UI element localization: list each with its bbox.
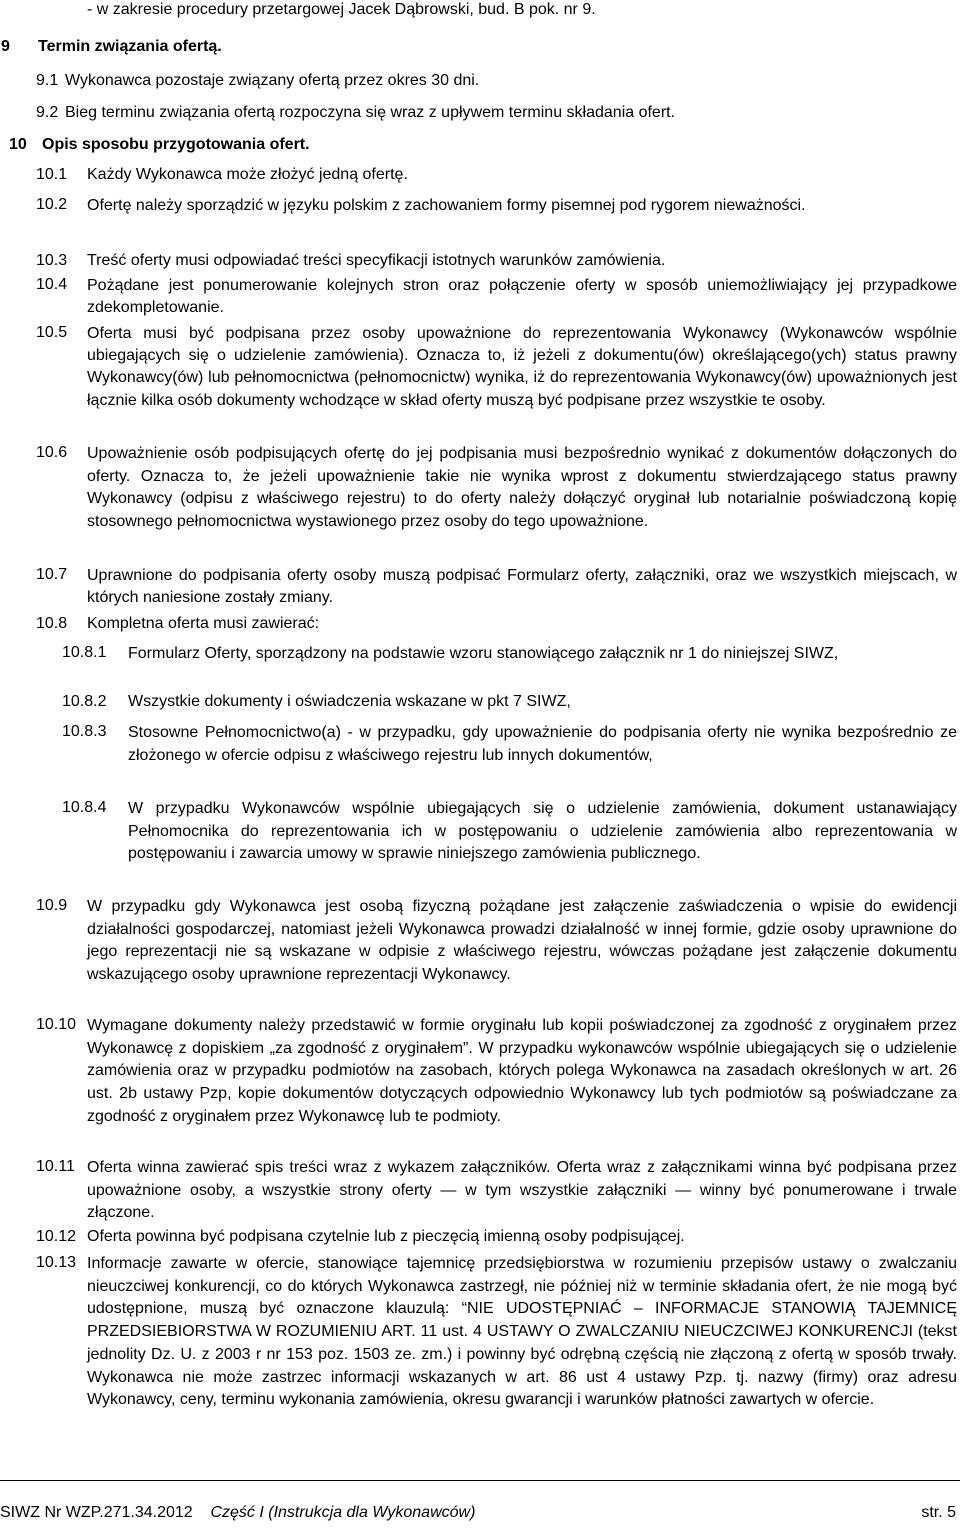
section-10-1-number: 10.1: [36, 166, 68, 183]
section-9-heading: Termin związania ofertą.: [38, 38, 222, 55]
procedure-contact-line: - w zakresie procedury przetargowej Jacek Dąbrowski, bud. B pok. nr 9.: [87, 1, 596, 18]
section-10-5-number: 10.5: [36, 324, 68, 341]
section-10-10-number: 10.10: [36, 1016, 77, 1033]
section-10-12-text: Oferta powinna być podpisana czytelnie lub z pieczęcią imienną osoby podpisującej.: [87, 1228, 685, 1245]
section-9-number: 9: [1, 38, 10, 55]
section-10-8-3-number: 10.8.3: [62, 723, 107, 740]
section-10-2-text: Ofertę należy sporządzić w języku polskim z zachowaniem formy pisemnej pod rygorem nieważności.: [87, 197, 806, 214]
section-10-13-text: Informacje zawarte w ofercie, stanowiące tajemnicę przedsiębiorstwa w rozumieniu przepisów ustawy o zwalczaniu nieuczciwej konkurencji, co do których Wykonawca zastrzegł, nie później niż w terminie składania ofert, że nie mogą być udostępnione, muszą być oznaczone klauzulą: “NIE UDOSTĘPNIAĆ – INFORMACJE STANOWIĄ TAJEMNICĘ PRZEDSIEBIORSTWA W ROZUMIENIU ART. 11 ust. 4 USTAWY O ZWALCZANIU NIEUCZCIWEJ KONKURENCJI (tekst jednolity Dz. U. z 2003 r nr 153 poz. 1503 ze. zm.) i powinny być odrębną częścią nie złączoną z ofertą w sposób trwały. Wykonawca nie może zastrzec informacji wskazanych w art. 86 ust 4 ustawy Pzp. tj. nazwy (firmy) oraz adresu Wykonawcy, ceny, terminu wykonania zamówienia, okresu gwarancji i warunków płatności zawartych w ofercie.: [87, 1255, 957, 1409]
section-10-heading: Opis sposobu przygotowania ofert.: [42, 136, 310, 153]
section-10-9-number: 10.9: [36, 897, 68, 914]
section-10-4-text: Pożądane jest ponumerowanie kolejnych stron oraz połączenie oferty w sposób uniemożliwiający jej przypadkowe zdekompletowanie.: [87, 277, 957, 316]
section-10-1-text: Każdy Wykonawca może złożyć jedną ofertę.: [87, 166, 408, 183]
section-10-7-text: Uprawnione do podpisania oferty osoby muszą podpisać Formularz oferty, załączniki, oraz we wszystkich miejscach, w których naniesione zostały zmiany.: [87, 567, 957, 606]
section-9-1-text: Wykonawca pozostaje związany ofertą przez okres 30 dni.: [65, 72, 480, 89]
section-10-11-number: 10.11: [36, 1158, 75, 1175]
footer-part-title: Część I (Instrukcja dla Wykonawców): [210, 1504, 476, 1521]
footer-document-ref: SIWZ Nr WZP.271.34.2012: [0, 1504, 193, 1521]
footer-divider: [0, 1480, 960, 1481]
section-10-number: 10: [9, 136, 27, 153]
section-10-3-number: 10.3: [36, 252, 68, 269]
section-10-4-number: 10.4: [36, 276, 68, 293]
section-10-8-4-number: 10.8.4: [62, 799, 107, 816]
section-10-10-text: Wymagane dokumenty należy przedstawić w formie oryginału lub kopii poświadczonej za zgodność z oryginałem przez Wykonawcę z dopiskiem „za zgodność z oryginałem”. W przypadku wykonawców wspólnie ubiegających się o udzielenie zamówienia oraz w przypadku podmiotów na zasobach, których polega Wykonawca na zasadach określonych w art. 26 ust. 2b ustawy Pzp, kopie dokumentów dotyczących odpowiednio Wykonawcy lub tych podmiotów są poświadczane za zgodność z oryginałem przez Wykonawcę lub te podmioty.: [87, 1017, 957, 1125]
footer-left: [0, 1503, 475, 1523]
section-9-2-number: 9.2: [36, 104, 59, 121]
section-10-8-2-number: 10.8.2: [62, 693, 107, 710]
section-10-5-text: Oferta musi być podpisana przez osoby upoważnione do reprezentowania Wykonawcy (Wykonawców wspólnie ubiegających się o udzielenie zamówienia). Oznacza to, iż jeżeli z dokumentu(ów) określającego(ych) status prawny Wykonawcy(ów) lub pełnomocnictwa (pełnomocnictw) wynika, iż do reprezentowania Wykonawcy(ów) upoważnionych jest łącznie kilka osób dokumenty wchodzące w skład oferty muszą być podpisane przez wszystkie te osoby.: [87, 325, 957, 409]
section-10-11-text: Oferta winna zawierać spis treści wraz z wykazem załączników. Oferta wraz z załącznikami winna być podpisana przez upoważnione osoby, a wszystkie strony oferty — w tym wszystkie załączniki — winny być ponumerowane i trwale złączone.: [87, 1159, 957, 1221]
section-10-9-text: W przypadku gdy Wykonawca jest osobą fizyczną pożądane jest załączenie zaświadczenia o wpisie do ewidencji działalności gospodarczej, natomiast jeżeli Wykonawca prowadzi działalność w innej formie, gdzie osoby uprawnione do jego reprezentacji nie są wskazane w odpisie z właściwego rejestru, wówczas pożądane jest załączenie dokumentu wskazującego osoby uprawnione reprezentacji Wykonawcy.: [87, 898, 957, 983]
section-10-12-number: 10.12: [36, 1228, 77, 1245]
section-10-8-1-text: Formularz Oferty, sporządzony na podstawie wzoru stanowiącego załącznik nr 1 do niniejszej SIWZ,: [128, 645, 839, 662]
section-10-8-text: Kompletna oferta musi zawierać:: [87, 615, 320, 632]
footer-page-number: str. 5: [921, 1504, 956, 1521]
section-10-6-number: 10.6: [36, 444, 68, 461]
section-10-8-4-text: W przypadku Wykonawców wspólnie ubiegających się o udzielenie zamówienia, dokument ustanawiający Pełnomocnika do reprezentowania ich w postępowaniu o udzielenie zamówienia albo reprezentowania w postępowaniu i zawarcia umowy w sprawie niniejszego zamówienia publicznego.: [128, 800, 957, 863]
section-9-1-number: 9.1: [36, 72, 59, 89]
section-10-8-number: 10.8: [36, 615, 68, 632]
section-10-13-number: 10.13: [36, 1254, 77, 1271]
section-10-6-text: Upoważnienie osób podpisujących ofertę do jej podpisania musi bezpośrednio wynikać z dokumentów dołączonych do oferty. Oznacza to, że jeżeli upoważnienie takie nie wynika wprost z dokumentu stwierdzającego status prawny Wykonawcy (odpisu z właściwego rejestru) to do oferty należy dołączyć oryginał lub notarialnie poświadczoną kopię stosownego pełnomocnictwa wystawionego przez osoby do tego upoważnione.: [87, 445, 957, 530]
section-10-8-3-text: Stosowne Pełnomocnictwo(a) - w przypadku, gdy upoważnienie do podpisania oferty nie wynika bezpośrednio ze złożonego w ofercie odpisu z właściwego rejestru lub innych dokumentów,: [128, 724, 957, 764]
section-10-3-text: Treść oferty musi odpowiadać treści specyfikacji istotnych warunków zamówienia.: [87, 252, 666, 269]
section-10-7-number: 10.7: [36, 566, 68, 583]
section-9-2-text: Bieg terminu związania ofertą rozpoczyna się wraz z upływem terminu składania ofert.: [65, 104, 676, 121]
section-10-8-2-text: Wszystkie dokumenty i oświadczenia wskazane w pkt 7 SIWZ,: [128, 693, 571, 710]
section-10-8-1-number: 10.8.1: [62, 644, 107, 661]
section-10-2-number: 10.2: [36, 196, 68, 213]
